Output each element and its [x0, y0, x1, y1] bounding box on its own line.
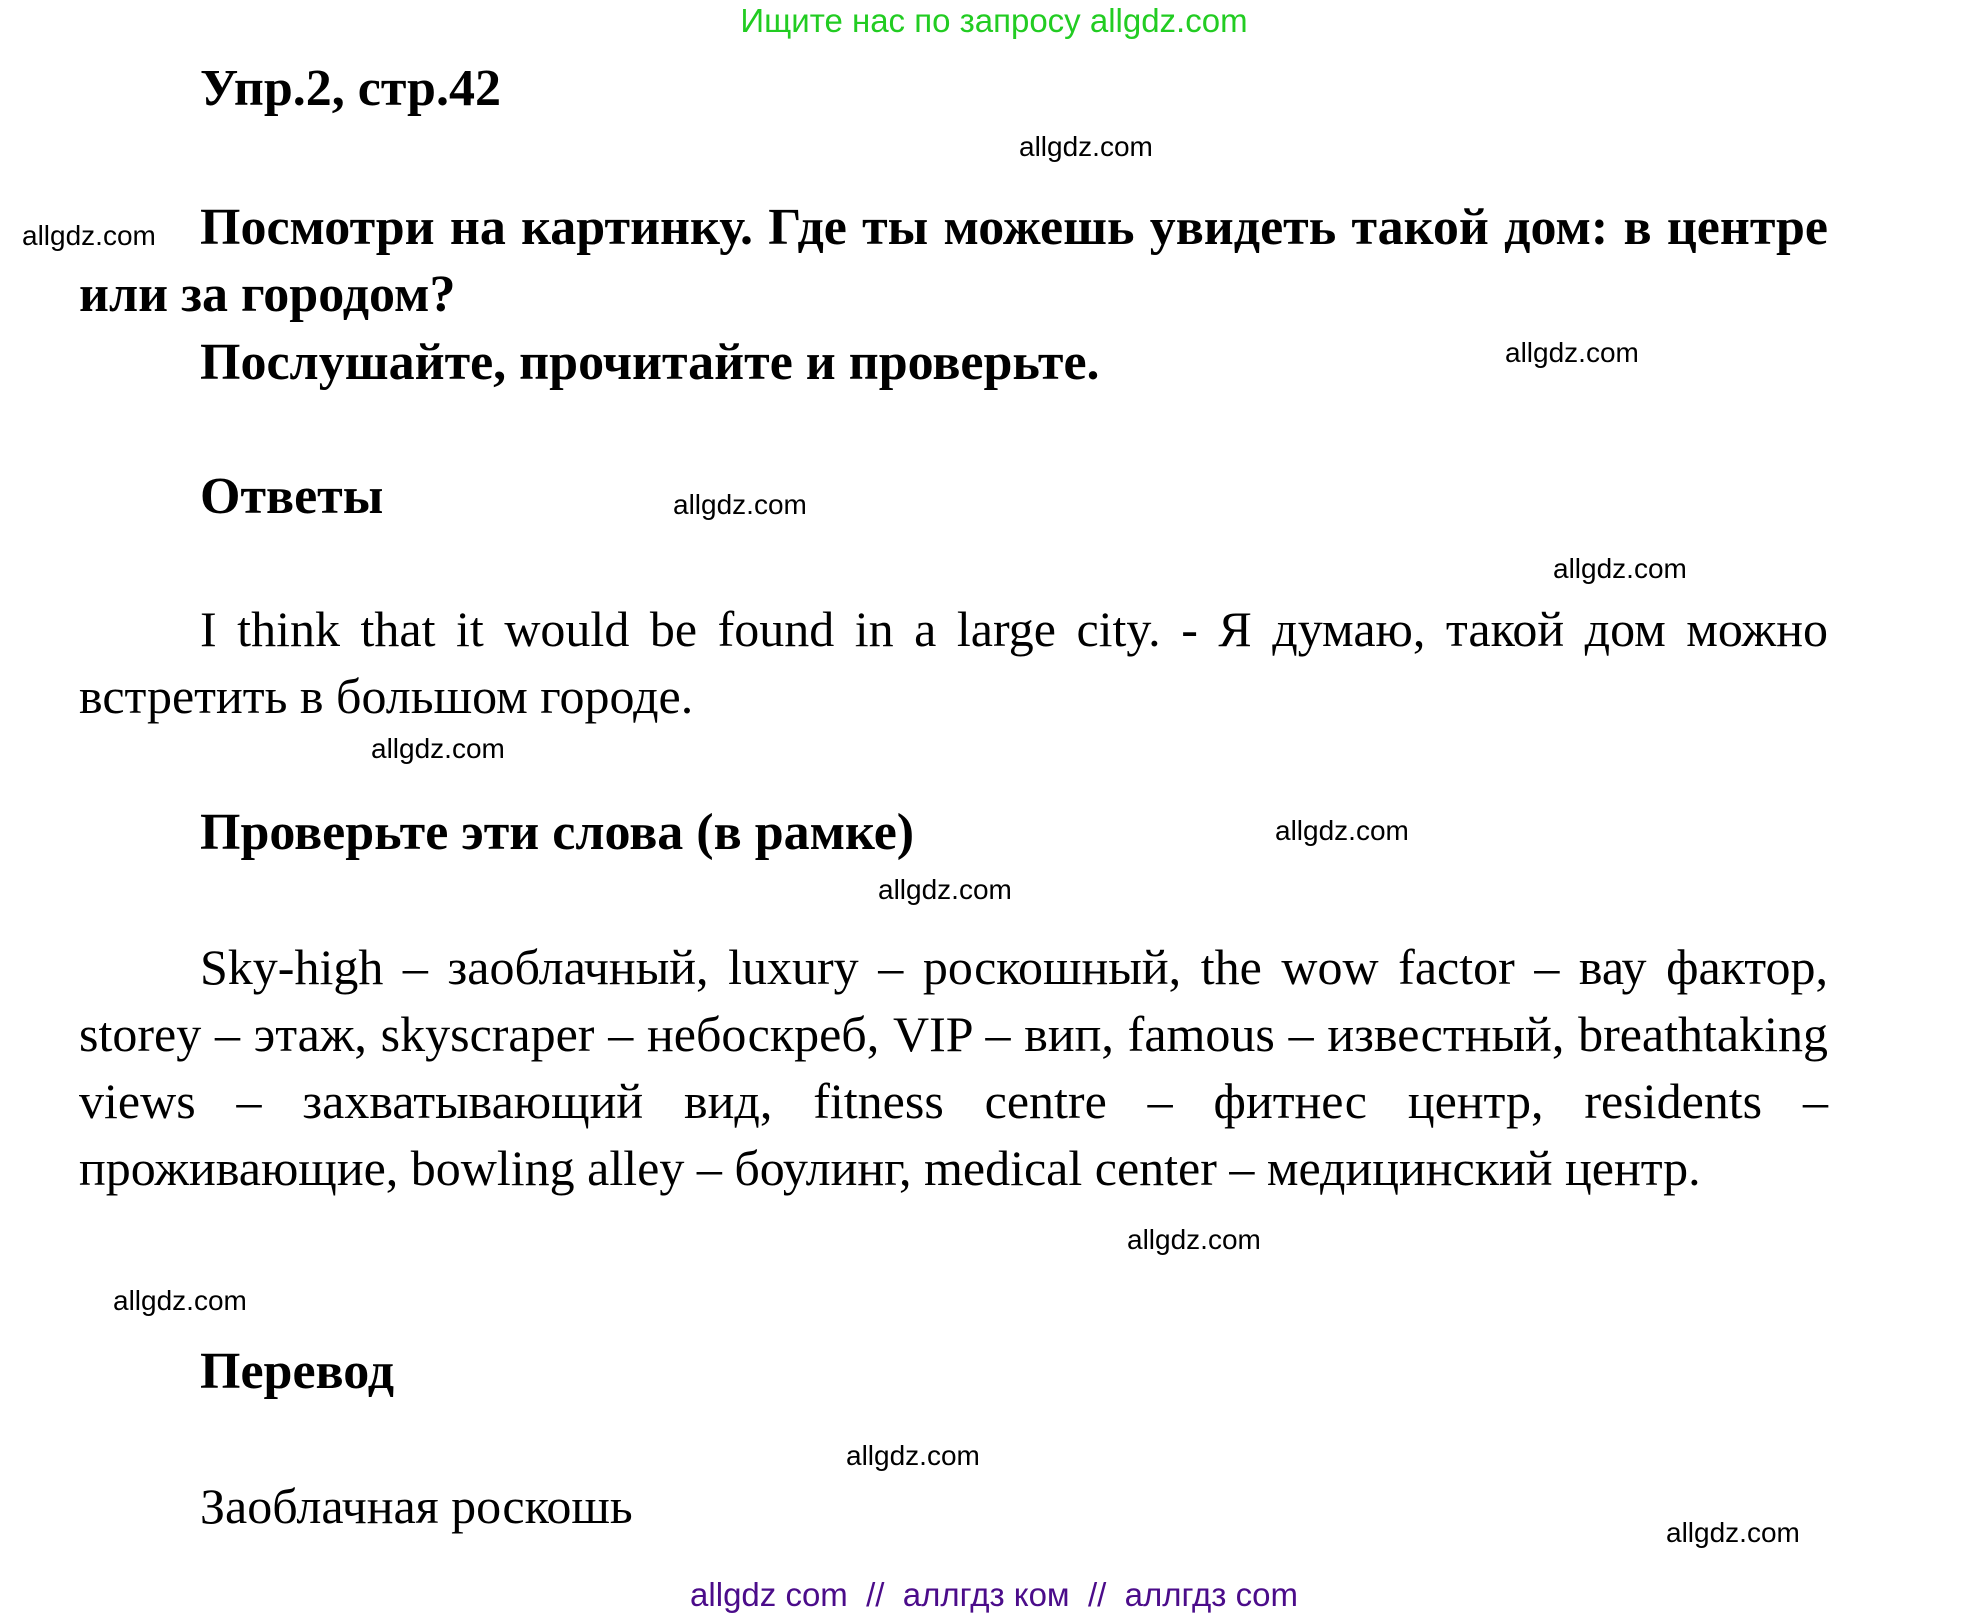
watermark: allgdz.com: [371, 733, 505, 764]
watermark: allgdz.com: [1505, 337, 1639, 368]
watermark: allgdz.com: [22, 220, 156, 251]
watermark: allgdz.com: [1127, 1224, 1261, 1255]
translation-heading: Перевод: [200, 1343, 395, 1400]
watermark: allgdz.com: [1275, 815, 1409, 846]
watermark: allgdz.com: [846, 1440, 980, 1471]
watermark: allgdz.com: [1553, 553, 1687, 584]
watermark: allgdz.com: [878, 874, 1012, 905]
check-heading: Проверьте эти слова (в рамке): [200, 804, 915, 861]
top-banner: Ищите нас по запросу allgdz.com: [740, 2, 1248, 39]
words-list: Sky-high – заоблачный, luxury – роскошный, the wow factor – вау фактор, storey – этаж, skyscraper – небоскреб, VIP – вип, famous – известный, breathtaking views – захватывающий вид, fitness centre – фитнес центр, residents – проживающие, bowling alley – боулинг, medical center – медицинский центр.: [79, 939, 1828, 1196]
answers-heading: Ответы: [200, 468, 384, 525]
exercise-title: Упр.2, стр.42: [200, 60, 501, 117]
watermark: allgdz.com: [1666, 1517, 1800, 1548]
task-text: Посмотри на картинку. Где ты можешь увидеть такой дом: в центре или за городом?: [79, 199, 1828, 323]
answer-text: I think that it would be found in a large city. - Я думаю, такой дом можно встретить в большом городе.: [79, 601, 1828, 724]
watermark: allgdz.com: [113, 1285, 247, 1316]
task-instruction: Послушайте, прочитайте и проверьте.: [200, 334, 1100, 391]
translation-title: Заоблачная роскошь: [200, 1478, 633, 1534]
watermark: allgdz.com: [1019, 131, 1153, 162]
footer-links: allgdz com // аллгдз ком // аллгдз com: [690, 1576, 1298, 1613]
watermark: allgdz.com: [673, 489, 807, 520]
